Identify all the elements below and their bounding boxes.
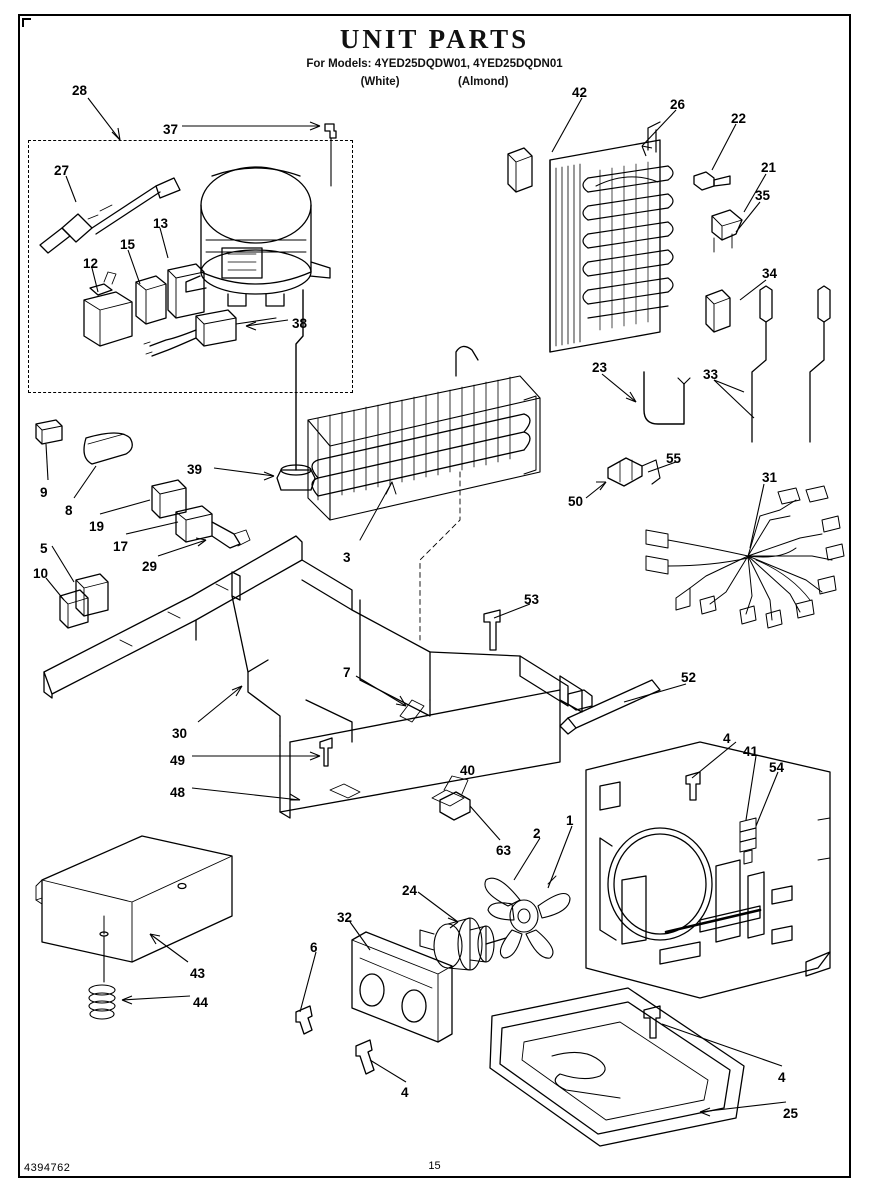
callout-48: 48 [170, 785, 186, 800]
color-almond: (Almond) [457, 76, 509, 88]
callout-63: 63 [496, 843, 512, 858]
callout-55: 55 [666, 451, 682, 466]
callout-34: 34 [762, 266, 778, 281]
callout-4-lower-right: 4 [778, 1070, 786, 1085]
color-line [0, 76, 869, 88]
callout-22: 22 [731, 111, 747, 126]
callout-35: 35 [755, 188, 771, 203]
callout-52: 52 [681, 670, 697, 685]
callout-26: 26 [670, 97, 686, 112]
callout-32: 32 [337, 910, 353, 925]
document-number: 4394762 [24, 1162, 71, 1174]
callout-28: 28 [72, 83, 88, 98]
callout-2: 2 [533, 826, 541, 841]
callout-42: 42 [572, 85, 588, 100]
callout-23: 23 [592, 360, 608, 375]
callout-21: 21 [761, 160, 777, 175]
models-line [0, 58, 869, 70]
page-number: 15 [428, 1160, 441, 1172]
callout-37: 37 [163, 122, 179, 137]
callout-4-lower-left: 4 [401, 1085, 409, 1100]
callout-19: 19 [89, 519, 105, 534]
callout-54: 54 [769, 760, 785, 775]
callout-13: 13 [153, 216, 169, 231]
callout-17: 17 [113, 539, 129, 554]
callout-3: 3 [343, 550, 351, 565]
callout-15: 15 [120, 237, 136, 252]
callout-12: 12 [83, 256, 99, 271]
callout-1: 1 [566, 813, 574, 828]
callout-50: 50 [568, 494, 584, 509]
callout-49: 49 [170, 753, 186, 768]
callout-53: 53 [524, 592, 540, 607]
callout-10: 10 [33, 566, 49, 581]
callout-31: 31 [762, 470, 778, 485]
callout-43: 43 [190, 966, 206, 981]
compressor-assembly-group [28, 140, 353, 393]
page-title: UNIT PARTS [339, 24, 530, 54]
callout-38: 38 [292, 316, 308, 331]
callout-40: 40 [460, 763, 476, 778]
callout-41: 41 [743, 744, 759, 759]
callout-4: 4 [723, 731, 731, 746]
callout-39: 39 [187, 462, 203, 477]
callout-6: 6 [310, 940, 318, 955]
callout-24: 24 [402, 883, 418, 898]
models-prefix: For Models: [306, 58, 372, 70]
callout-30: 30 [172, 726, 188, 741]
callout-29: 29 [142, 559, 158, 574]
models-list: 4YED25DQDW01, 4YED25DQDN01 [374, 58, 563, 70]
callout-9: 9 [40, 485, 48, 500]
callout-44: 44 [193, 995, 209, 1010]
callout-5: 5 [40, 541, 48, 556]
callout-25: 25 [783, 1106, 799, 1121]
callout-33: 33 [703, 367, 719, 382]
callout-27: 27 [54, 163, 70, 178]
color-white: (White) [360, 76, 400, 88]
callout-7: 7 [343, 665, 351, 680]
callout-8: 8 [65, 503, 73, 518]
